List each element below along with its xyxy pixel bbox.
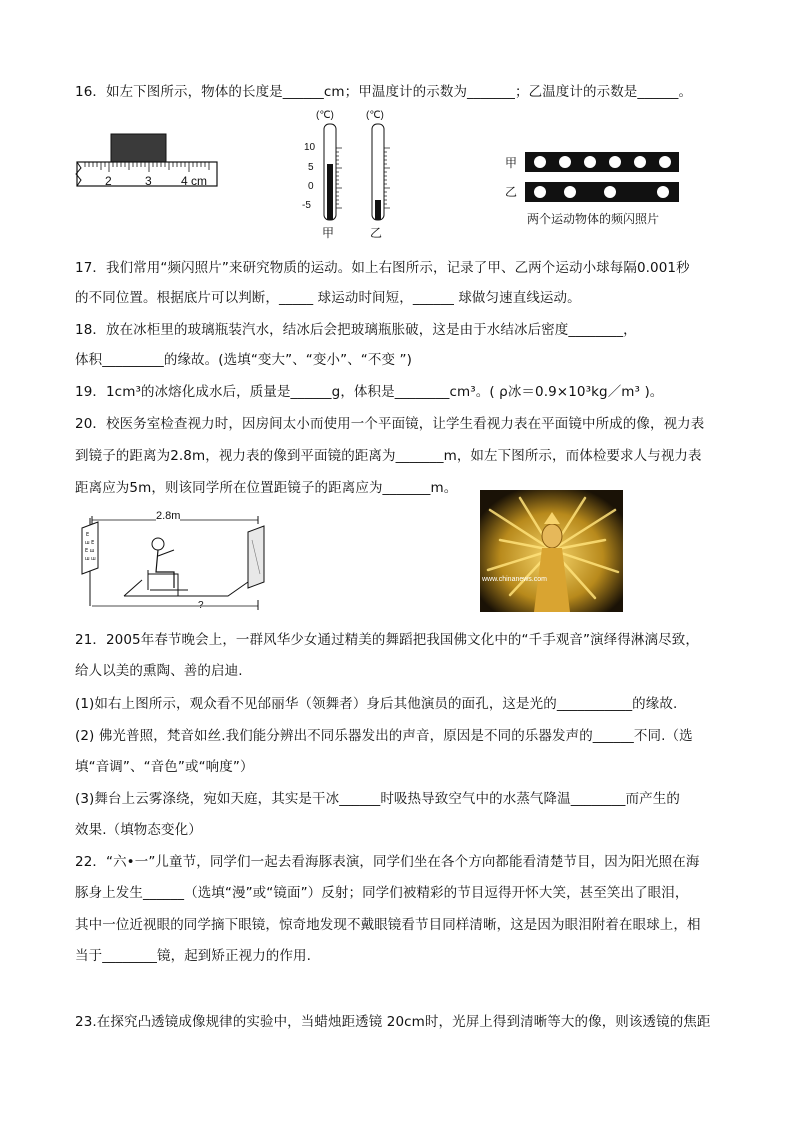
thermometer-yi-liquid [375, 200, 381, 220]
q20-line1: 20．校医务室检查视力时，因房间太小而使用一个平面镜，让学生看视力表在平面镜中所成的像，视力表 [75, 416, 705, 432]
scale-0: 0 [308, 181, 314, 192]
photo-watermark: www.chinanews.com [482, 576, 547, 583]
scale-10: 10 [304, 142, 316, 153]
flash-jia-ball [634, 156, 646, 168]
eye-unknown-label: ? [198, 600, 204, 611]
thermometer-yi-label: 乙 [370, 226, 383, 240]
flash-jia-ball [659, 156, 671, 168]
flash-yi-ball [564, 186, 576, 198]
flash-yi-ball [534, 186, 546, 198]
q18-line1: 18．放在冰柜里的玻璃瓶装汽水，结冰后会把玻璃瓶胀破，这是由于水结冰后密度________， [75, 322, 637, 338]
q17-line1: 17．我们常用“频闪照片”来研究物质的运动。如上右图所示，记录了甲、乙两个运动小球每隔0.001秒 [75, 260, 690, 276]
q18-line2: 体积_________的缘故。(选填“变大”、“变小”、“不变 ”) [75, 352, 412, 368]
q17-line2: 的不同位置。根据底片可以判断，_____ 球运动时间短，______ 球做匀速直线运动。 [75, 290, 581, 306]
flash-jia-ball [609, 156, 621, 168]
q21-line2: 给人以美的熏陶、善的启迪. [75, 663, 243, 679]
flash-jia-label: 甲 [505, 156, 518, 170]
q22-line2: 豚身上发生______（选填“漫”或“镜面”）反射；同学们被精彩的节目逗得开怀大笑，甚至笑出了眼泪， [75, 885, 689, 901]
svg-text:ш ш: ш ш [85, 556, 96, 562]
q20-line3: 距离应为5m，则该同学所在位置距镜子的距离应为_______m。 [75, 480, 458, 496]
q21-line1: 21．2005年春节晚会上，一群风华少女通过精美的舞蹈把我国佛文化中的“千手观音”演绎得淋漓尽致， [75, 632, 699, 648]
ruler-tick-2: 2 [105, 174, 112, 188]
thermometer-unit-yi: (℃) [366, 110, 384, 121]
ruler-tick-3: 3 [145, 174, 152, 188]
thermometer-figure [300, 108, 400, 240]
q22-line4: 当于________镜，起到矫正视力的作用. [75, 948, 311, 964]
flash-caption: 两个运动物体的频闪照片 [527, 212, 660, 226]
thousand-hand-photo [480, 490, 623, 612]
q21-line6: (3)舞台上云雾涤绕，宛如天庭，其实是干冰______时吸热导致空气中的水蒸气降温________而产生的 [75, 791, 680, 807]
svg-text:ш E: ш E [85, 540, 95, 546]
q19-line1: 19．1cm³的冰熔化成水后，质量是______g，体积是________cm³。( ρ冰＝0.9×10³kg／m³ )。 [75, 384, 664, 400]
thermometer-unit-jia: (℃) [316, 110, 334, 121]
q22-line1: 22．“六•一”儿童节，同学们一起去看海豚表演，同学们坐在各个方向都能看清楚节目，因为阳光照在海 [75, 854, 700, 870]
q21-line3: (1)如右上图所示，观众看不见邰丽华（领舞者）身后其他演员的面孔，这是光的___________的缘故. [75, 696, 678, 712]
ruler-tick-4: 4 cm [181, 174, 208, 188]
eye-distance-label: 2.8m [156, 510, 181, 522]
q16-text: 16．如左下图所示，物体的长度是______cm；甲温度计的示数为_______；乙温度计的示数是______。 [75, 84, 693, 100]
flash-yi-ball [604, 186, 616, 198]
scale-neg5: -5 [302, 200, 311, 211]
q23-line1: 23.在探究凸透镜成像规律的实验中，当蜡烛距透镜 20cm时，光屏上得到清晰等大的像，则该透镜的焦距 [75, 1014, 711, 1030]
svg-text:E: E [86, 532, 90, 538]
flash-jia-ball [559, 156, 571, 168]
q21-line7: 效果.（填物态变化） [75, 822, 202, 838]
ruler-figure [75, 132, 220, 192]
scale-5: 5 [308, 162, 314, 173]
q20-line2: 到镜子的距离为2.8m，视力表的像到平面镜的距离为_______m，如左下图所示，而体检要求人与视力表 [75, 448, 702, 464]
flash-jia-ball [584, 156, 596, 168]
thermometer-jia-label: 甲 [322, 226, 335, 240]
eye-test-figure [78, 510, 273, 612]
q21-line4: (2) 佛光普照，梵音如丝.我们能分辨出不同乐器发出的声音，原因是不同的乐器发声的______不同.（选 [75, 728, 693, 744]
svg-text:E ш: E ш [85, 548, 95, 554]
q22-line3: 其中一位近视眼的同学摘下眼镜，惊奇地发现不戴眼镜看节目同样清晰，这是因为眼泪附着在眼球上，相 [75, 917, 701, 933]
thermometer-jia-liquid [327, 164, 333, 220]
flash-yi-label: 乙 [505, 185, 518, 199]
flash-jia-ball [534, 156, 546, 168]
q21-line5: 填“音调”、“音色”或“响度”） [75, 759, 254, 775]
flash-yi-ball [657, 186, 669, 198]
flash-photo-figure [505, 150, 685, 232]
